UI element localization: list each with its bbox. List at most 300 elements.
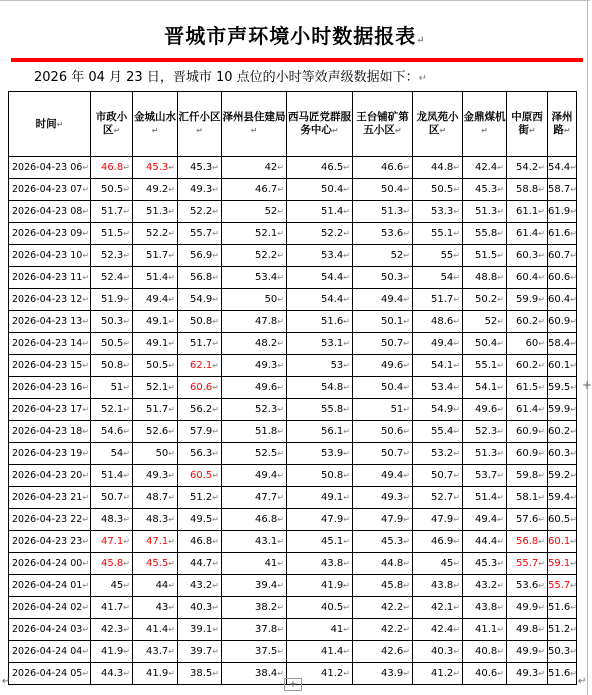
cell-mark-icon: ↵ bbox=[113, 126, 121, 135]
cell-mark-icon: ↵ bbox=[403, 493, 410, 502]
noise-value: 52.2 bbox=[190, 206, 213, 217]
noise-value: 45 bbox=[440, 558, 454, 569]
cell-mark-icon: ↵ bbox=[570, 559, 577, 568]
cell-mark-icon: ↵ bbox=[403, 625, 410, 634]
value-cell bbox=[507, 575, 548, 597]
noise-value: 41.1 bbox=[475, 624, 498, 635]
cell-mark-icon: ↵ bbox=[403, 581, 410, 590]
value-cell bbox=[548, 311, 577, 333]
cell-mark-icon: ↵ bbox=[538, 405, 545, 414]
cell-mark-icon: ↵ bbox=[123, 647, 130, 656]
time-cell bbox=[9, 443, 91, 465]
value-cell bbox=[133, 399, 178, 421]
noise-value: 40.3 bbox=[431, 646, 454, 657]
value-cell bbox=[91, 575, 133, 597]
table-row bbox=[9, 531, 577, 553]
value-cell bbox=[222, 619, 287, 641]
column-header-site bbox=[287, 92, 353, 157]
noise-value: 45.1 bbox=[321, 536, 344, 547]
noise-value: 60.3 bbox=[516, 250, 539, 261]
table-row bbox=[9, 553, 577, 575]
noise-value: 49.1 bbox=[146, 316, 169, 327]
noise-value: 51.2 bbox=[190, 492, 213, 503]
cell-mark-icon: ↵ bbox=[497, 185, 504, 194]
value-cell bbox=[178, 267, 222, 289]
value-cell bbox=[548, 157, 577, 179]
value-cell bbox=[353, 641, 413, 663]
cell-mark-icon: ↵ bbox=[343, 207, 350, 216]
cell-mark-icon: ↵ bbox=[497, 383, 504, 392]
cell-mark-icon: ↵ bbox=[570, 361, 577, 370]
cell-mark-icon: ↵ bbox=[277, 537, 284, 546]
value-cell bbox=[413, 663, 463, 685]
noise-value: 43.9 bbox=[381, 668, 404, 679]
noise-value: 51.5 bbox=[101, 228, 124, 239]
noise-value: 37.5 bbox=[255, 646, 278, 657]
cell-mark-icon: ↵ bbox=[403, 251, 410, 260]
noise-value: 49.1 bbox=[146, 338, 169, 349]
noise-value: 51.7 bbox=[146, 250, 169, 261]
value-cell bbox=[133, 487, 178, 509]
time-value: 2026-04-24 00 bbox=[12, 558, 83, 569]
noise-value: 52.1 bbox=[101, 404, 124, 415]
time-cell bbox=[9, 465, 91, 487]
value-cell bbox=[91, 509, 133, 531]
value-cell bbox=[222, 421, 287, 443]
value-cell bbox=[287, 377, 353, 399]
value-cell bbox=[222, 487, 287, 509]
cell-mark-icon: ↵ bbox=[538, 273, 545, 282]
value-cell bbox=[91, 377, 133, 399]
cell-mark-icon: ↵ bbox=[343, 625, 350, 634]
value-cell bbox=[91, 179, 133, 201]
table-row bbox=[9, 487, 577, 509]
noise-value: 40.5 bbox=[321, 602, 344, 613]
noise-value: 54.1 bbox=[475, 382, 498, 393]
cell-mark-icon: ↵ bbox=[212, 669, 219, 678]
cell-mark-icon: ↵ bbox=[123, 339, 130, 348]
cell-mark-icon: ↵ bbox=[343, 383, 350, 392]
noise-value: 56.2 bbox=[190, 404, 213, 415]
value-cell bbox=[133, 663, 178, 685]
value-cell bbox=[287, 179, 353, 201]
noise-value: 60.1 bbox=[548, 360, 571, 371]
value-cell bbox=[413, 399, 463, 421]
cell-mark-icon: ↵ bbox=[168, 427, 175, 436]
time-value: 2026-04-23 20 bbox=[12, 470, 83, 481]
noise-value: 51.6 bbox=[548, 602, 571, 613]
cell-mark-icon: ↵ bbox=[538, 559, 545, 568]
page-edge-top bbox=[0, 0, 590, 1]
cell-mark-icon: ↵ bbox=[538, 625, 545, 634]
cell-mark-icon: ↵ bbox=[123, 295, 130, 304]
noise-value: 53.3 bbox=[431, 206, 454, 217]
value-cell bbox=[133, 223, 178, 245]
noise-value: 44 bbox=[155, 580, 169, 591]
value-cell bbox=[178, 333, 222, 355]
noise-value: 49.5 bbox=[190, 514, 213, 525]
noise-value: 50.1 bbox=[381, 316, 404, 327]
value-cell bbox=[463, 223, 507, 245]
noise-value: 53.4 bbox=[255, 272, 278, 283]
cell-mark-icon: ↵ bbox=[82, 405, 90, 414]
value-cell bbox=[507, 267, 548, 289]
cell-mark-icon: ↵ bbox=[212, 471, 219, 480]
cell-mark-icon: ↵ bbox=[343, 493, 350, 502]
time-value: 2026-04-23 12 bbox=[12, 294, 83, 305]
cell-mark-icon: ↵ bbox=[528, 126, 536, 135]
noise-value: 51.7 bbox=[190, 338, 213, 349]
value-cell bbox=[287, 289, 353, 311]
noise-value: 58.1 bbox=[516, 492, 539, 503]
cell-mark-icon: ↵ bbox=[570, 229, 577, 238]
noise-value: 49.4 bbox=[146, 294, 169, 305]
value-cell bbox=[178, 223, 222, 245]
noise-value: 49.6 bbox=[381, 360, 404, 371]
column-header-site bbox=[91, 92, 133, 157]
noise-value: 55.4 bbox=[431, 426, 454, 437]
cell-mark-icon: ↵ bbox=[82, 537, 90, 546]
noise-value: 50.4 bbox=[321, 184, 344, 195]
cell-mark-icon: ↵ bbox=[82, 295, 90, 304]
value-cell bbox=[507, 465, 548, 487]
value-cell bbox=[463, 641, 507, 663]
value-cell bbox=[91, 289, 133, 311]
table-row bbox=[9, 597, 577, 619]
noise-value: 46.8 bbox=[101, 162, 124, 173]
noise-value: 52 bbox=[484, 316, 498, 327]
value-cell bbox=[507, 641, 548, 663]
cell-mark-icon: ↵ bbox=[497, 207, 504, 216]
cell-mark-icon: ↵ bbox=[497, 515, 504, 524]
value-cell bbox=[133, 597, 178, 619]
value-cell bbox=[507, 289, 548, 311]
cell-mark-icon: ↵ bbox=[343, 163, 350, 172]
cell-mark-icon: ↵ bbox=[212, 493, 219, 502]
column-header-label: 泽州县住建局 bbox=[222, 111, 286, 123]
cell-mark-icon: ↵ bbox=[403, 405, 410, 414]
cell-mark-icon: ↵ bbox=[82, 515, 90, 524]
time-value: 2026-04-23 23 bbox=[12, 536, 83, 547]
cell-mark-icon: ↵ bbox=[538, 493, 545, 502]
noise-value: 42.1 bbox=[431, 602, 454, 613]
cell-mark-icon: ↵ bbox=[277, 405, 284, 414]
cell-mark-icon: ↵ bbox=[277, 229, 284, 238]
cell-mark-icon: ↵ bbox=[403, 427, 410, 436]
value-cell bbox=[91, 641, 133, 663]
cell-mark-icon: ↵ bbox=[403, 471, 410, 480]
cell-mark-icon: ↵ bbox=[343, 581, 350, 590]
value-cell bbox=[133, 575, 178, 597]
value-cell bbox=[463, 509, 507, 531]
value-cell bbox=[178, 641, 222, 663]
time-cell bbox=[9, 597, 91, 619]
cell-mark-icon: ↵ bbox=[343, 229, 350, 238]
value-cell bbox=[353, 289, 413, 311]
noise-value: 51.4 bbox=[146, 272, 169, 283]
cell-mark-icon: ↵ bbox=[570, 471, 577, 480]
noise-value: 60.9 bbox=[516, 426, 539, 437]
cell-mark-icon: ↵ bbox=[497, 273, 504, 282]
value-cell bbox=[353, 179, 413, 201]
cell-mark-icon: ↵ bbox=[277, 295, 284, 304]
cell-mark-icon: ↵ bbox=[168, 295, 175, 304]
time-value: 2026-04-23 15 bbox=[12, 360, 83, 371]
cell-mark-icon: ↵ bbox=[277, 317, 284, 326]
value-cell bbox=[353, 267, 413, 289]
time-cell bbox=[9, 267, 91, 289]
value-cell bbox=[222, 179, 287, 201]
noise-value: 53.9 bbox=[321, 448, 344, 459]
value-cell bbox=[463, 553, 507, 575]
table-row bbox=[9, 179, 577, 201]
cell-mark-icon: ↵ bbox=[277, 383, 284, 392]
noise-value: 41.2 bbox=[431, 668, 454, 679]
noise-value: 51.5 bbox=[475, 250, 498, 261]
value-cell bbox=[413, 311, 463, 333]
value-cell bbox=[178, 465, 222, 487]
noise-value: 49.4 bbox=[475, 514, 498, 525]
noise-value: 51.3 bbox=[146, 206, 169, 217]
value-cell bbox=[548, 355, 577, 377]
cell-mark-icon: ↵ bbox=[453, 603, 460, 612]
cell-mark-icon: ↵ bbox=[403, 339, 410, 348]
column-header-label: 龙凤苑小区 bbox=[416, 111, 459, 136]
noise-value: 54.4 bbox=[321, 294, 344, 305]
time-value: 2026-04-23 18 bbox=[12, 426, 83, 437]
value-cell bbox=[507, 201, 548, 223]
value-cell bbox=[413, 245, 463, 267]
value-cell bbox=[413, 509, 463, 531]
cell-mark-icon: ↵ bbox=[212, 163, 219, 172]
page-edge-right bbox=[587, 0, 588, 695]
value-cell bbox=[353, 201, 413, 223]
noise-value: 60.1 bbox=[548, 536, 571, 547]
noise-value: 51.4 bbox=[475, 492, 498, 503]
noise-value: 60.6 bbox=[548, 272, 571, 283]
value-cell bbox=[133, 311, 178, 333]
value-cell bbox=[91, 443, 133, 465]
value-cell bbox=[133, 641, 178, 663]
cell-mark-icon: ↵ bbox=[123, 185, 130, 194]
cell-mark-icon: ↵ bbox=[403, 295, 410, 304]
time-value: 2026-04-23 09 bbox=[12, 228, 83, 239]
value-cell bbox=[463, 201, 507, 223]
value-cell bbox=[91, 553, 133, 575]
column-header-label: 时间 bbox=[35, 117, 57, 130]
value-cell bbox=[413, 157, 463, 179]
table-row bbox=[9, 641, 577, 663]
value-cell bbox=[287, 509, 353, 531]
value-cell bbox=[222, 377, 287, 399]
cell-mark-icon: ↵ bbox=[453, 581, 460, 590]
cell-mark-icon: ↵ bbox=[403, 207, 410, 216]
noise-value: 60.2 bbox=[516, 316, 539, 327]
noise-value: 49.3 bbox=[146, 470, 169, 481]
cell-mark-icon: ↵ bbox=[212, 295, 219, 304]
noise-value: 42.4 bbox=[475, 162, 498, 173]
noise-value: 52.6 bbox=[146, 426, 169, 437]
noise-value: 38.4 bbox=[255, 668, 278, 679]
noise-value: 44.3 bbox=[101, 668, 124, 679]
column-header-label: 王台铺矿第五小区 bbox=[356, 111, 409, 136]
cell-mark-icon: ↵ bbox=[570, 405, 577, 414]
value-cell bbox=[548, 663, 577, 685]
time-value: 2026-04-24 02 bbox=[12, 602, 83, 613]
noise-value: 55.7 bbox=[190, 228, 213, 239]
cell-mark-icon: ↵ bbox=[570, 515, 577, 524]
noise-value: 54.8 bbox=[321, 382, 344, 393]
noise-value: 51.7 bbox=[431, 294, 454, 305]
noise-value: 43.1 bbox=[255, 536, 278, 547]
noise-value: 48.3 bbox=[146, 514, 169, 525]
time-cell bbox=[9, 377, 91, 399]
cell-mark-icon: ↵ bbox=[168, 251, 175, 260]
cell-mark-icon: ↵ bbox=[570, 449, 577, 458]
cell-mark-icon: ↵ bbox=[82, 185, 90, 194]
time-cell bbox=[9, 201, 91, 223]
noise-value: 52.3 bbox=[255, 404, 278, 415]
noise-value: 50.8 bbox=[190, 316, 213, 327]
noise-value: 61.4 bbox=[516, 228, 539, 239]
value-cell bbox=[507, 531, 548, 553]
cell-mark-icon: ↵ bbox=[343, 405, 350, 414]
cell-mark-icon: ↵ bbox=[168, 669, 175, 678]
cell-mark-icon: ↵ bbox=[570, 669, 577, 678]
value-cell bbox=[222, 509, 287, 531]
cell-mark-icon: ↵ bbox=[570, 339, 577, 348]
cell-mark-icon: ↵ bbox=[453, 251, 460, 260]
cell-mark-icon: ↵ bbox=[82, 581, 90, 590]
cell-mark-icon: ↵ bbox=[56, 119, 64, 129]
cell-mark-icon: ↵ bbox=[82, 669, 90, 678]
value-cell bbox=[287, 421, 353, 443]
noise-value: 42 bbox=[264, 162, 278, 173]
noise-value: 56.1 bbox=[321, 426, 344, 437]
noise-value: 49.6 bbox=[255, 382, 278, 393]
value-cell bbox=[463, 311, 507, 333]
column-header-site bbox=[463, 92, 507, 157]
value-cell bbox=[507, 553, 548, 575]
cell-mark-icon: ↵ bbox=[212, 603, 219, 612]
cell-mark-icon: ↵ bbox=[403, 163, 410, 172]
value-cell bbox=[548, 201, 577, 223]
noise-value: 42.6 bbox=[381, 646, 404, 657]
noise-value: 52 bbox=[264, 206, 278, 217]
time-value: 2026-04-23 19 bbox=[12, 448, 83, 459]
table-header-row bbox=[9, 92, 577, 157]
value-cell bbox=[133, 245, 178, 267]
value-cell bbox=[548, 223, 577, 245]
cell-mark-icon: ↵ bbox=[497, 647, 504, 656]
noise-value: 45.3 bbox=[146, 162, 169, 173]
cell-mark-icon: ↵ bbox=[82, 229, 90, 238]
value-cell bbox=[413, 355, 463, 377]
cell-mark-icon: ↵ bbox=[570, 383, 577, 392]
cell-mark-icon: ↵ bbox=[123, 251, 130, 260]
noise-value: 52.2 bbox=[255, 250, 278, 261]
cell-mark-icon: ↵ bbox=[570, 625, 577, 634]
value-cell bbox=[178, 443, 222, 465]
value-cell bbox=[133, 465, 178, 487]
value-cell bbox=[287, 245, 353, 267]
column-header-time bbox=[9, 92, 91, 157]
noise-value: 52 bbox=[390, 250, 404, 261]
table-row bbox=[9, 355, 577, 377]
noise-value: 49.4 bbox=[431, 338, 454, 349]
time-cell bbox=[9, 509, 91, 531]
time-cell bbox=[9, 157, 91, 179]
cell-mark-icon: ↵ bbox=[538, 603, 545, 612]
noise-value: 53.2 bbox=[431, 448, 454, 459]
noise-value: 38.5 bbox=[190, 668, 213, 679]
value-cell bbox=[91, 201, 133, 223]
cell-mark-icon: ↵ bbox=[497, 361, 504, 370]
noise-value: 44.4 bbox=[475, 536, 498, 547]
cell-mark-icon: ↵ bbox=[343, 295, 350, 304]
cell-mark-icon: ↵ bbox=[82, 493, 90, 502]
value-cell bbox=[178, 311, 222, 333]
value-cell bbox=[548, 245, 577, 267]
cell-mark-icon: ↵ bbox=[403, 603, 410, 612]
noise-value: 46.7 bbox=[255, 184, 278, 195]
cell-mark-icon: ↵ bbox=[277, 559, 284, 568]
value-cell bbox=[548, 531, 577, 553]
value-cell bbox=[507, 355, 548, 377]
cell-mark-icon: ↵ bbox=[343, 361, 350, 370]
value-cell bbox=[463, 465, 507, 487]
value-cell bbox=[178, 619, 222, 641]
value-cell bbox=[287, 641, 353, 663]
value-cell bbox=[222, 663, 287, 685]
cell-mark-icon: ↵ bbox=[570, 185, 577, 194]
noise-value: 54.6 bbox=[101, 426, 124, 437]
cell-mark-icon: ↵ bbox=[570, 163, 577, 172]
value-cell bbox=[463, 267, 507, 289]
noise-value: 44.8 bbox=[381, 558, 404, 569]
cell-mark-icon: ↵ bbox=[538, 471, 545, 480]
cell-mark-icon: ↵ bbox=[570, 647, 577, 656]
cell-mark-icon: ↵ bbox=[250, 126, 258, 135]
noise-value: 41 bbox=[330, 624, 344, 635]
noise-value: 54.4 bbox=[548, 162, 571, 173]
noise-value: 45.3 bbox=[475, 184, 498, 195]
add-row-icon[interactable]: + bbox=[582, 378, 592, 392]
value-cell bbox=[507, 377, 548, 399]
value-cell bbox=[287, 531, 353, 553]
value-cell bbox=[178, 399, 222, 421]
cell-mark-icon: ↵ bbox=[277, 471, 284, 480]
time-value: 2026-04-23 07 bbox=[12, 184, 83, 195]
add-column-icon[interactable]: + bbox=[284, 678, 302, 691]
noise-value: 50.5 bbox=[101, 184, 124, 195]
cell-mark-icon: ↵ bbox=[343, 317, 350, 326]
value-cell bbox=[463, 619, 507, 641]
cell-mark-icon: ↵ bbox=[168, 647, 175, 656]
noise-data-table bbox=[8, 91, 577, 685]
noise-value: 37.8 bbox=[255, 624, 278, 635]
cell-mark-icon: ↵ bbox=[497, 229, 504, 238]
cell-mark-icon: ↵ bbox=[212, 339, 219, 348]
value-cell bbox=[413, 619, 463, 641]
noise-value: 50.6 bbox=[381, 426, 404, 437]
noise-value: 57.9 bbox=[190, 426, 213, 437]
cell-mark-icon: ↵ bbox=[453, 427, 460, 436]
cell-mark-icon: ↵ bbox=[453, 229, 460, 238]
cell-mark-icon: ↵ bbox=[570, 273, 577, 282]
value-cell bbox=[413, 575, 463, 597]
noise-value: 50.2 bbox=[475, 294, 498, 305]
